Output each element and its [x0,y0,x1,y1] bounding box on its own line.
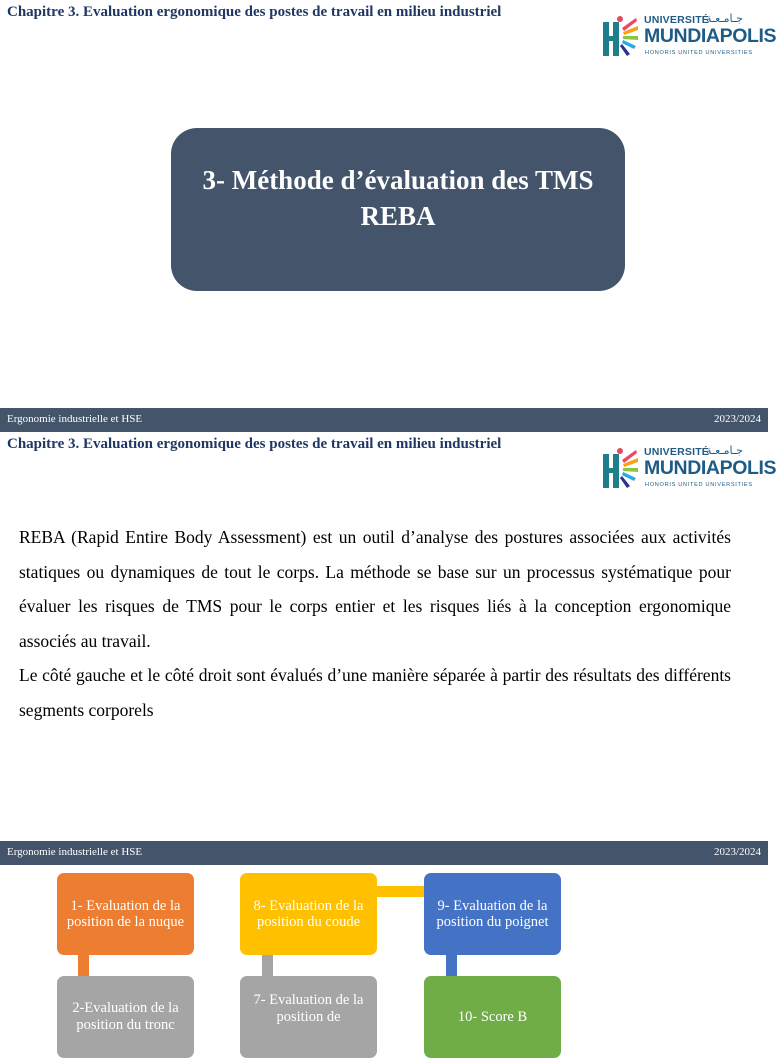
flow-step-2 [57,976,194,1058]
chapter-title: Chapitre 3. Evaluation ergonomique des postes de travail en milieu industriel [7,4,502,20]
flow-step-8 [240,873,377,955]
logo-university-label: UNIVERSITÉ [644,14,710,26]
logo-brand-name: MUNDIAPOLIS [644,25,776,47]
footer-year: 2023/2024 [713,413,761,425]
flow-step-10 [424,976,561,1058]
flow-step-10-label: 10- Score B [457,1009,528,1025]
logo-emblem-icon [600,446,640,490]
flow-step-8-label: 8- Evaluation de la position du coude [253,897,364,930]
section-title-line2: REBA [360,201,436,231]
connector-step8-step7 [262,954,273,976]
slide-flowchart [0,865,768,1033]
logo-tagline: HONORIS UNITED UNIVERSITIES [645,482,753,488]
reba-paragraph-2: Le côté gauche et le côté droit sont évalués d’une manière séparée à partir des résultats des différents segments corporels [19,665,731,720]
footer-bar [0,841,768,865]
footer-bar [0,408,768,432]
slide-title [0,0,776,432]
connector-step8-step9 [377,886,424,897]
reba-description [19,520,731,727]
reba-paragraph-1: REBA (Rapid Entire Body Assessment) est un outil d’analyse des postures associées aux activités statiques ou dynamiques de tout le corps. La méthode se base sur un processus systématique pour évaluer les risques de TMS pour le corps entier et les risques liés à la conception ergonomique associés au travail. [19,527,731,651]
university-logo [600,12,776,58]
flow-step-7-label: 7- Evaluation de la position de [253,992,364,1025]
flow-step-9 [424,873,561,955]
logo-arabic-label: جـامـعـة [706,12,743,25]
section-title-line1: 3- Méthode d’évaluation des TMS [202,165,594,195]
connector-step1-step2 [78,954,89,976]
logo-tagline: HONORIS UNITED UNIVERSITIES [645,50,753,56]
logo-university-label: UNIVERSITÉ [644,446,710,458]
logo-arabic-label: جـامـعـة [706,444,743,457]
flow-step-1 [57,873,194,955]
chapter-title: Chapitre 3. Evaluation ergonomique des postes de travail en milieu industriel [7,436,502,452]
logo-brand-name: MUNDIAPOLIS [644,457,776,479]
slide-definition [0,432,776,865]
logo-emblem-icon [600,14,640,58]
flow-step-7 [240,976,377,1058]
university-logo [600,444,776,490]
footer-course: Ergonomie industrielle et HSE [7,413,143,425]
section-title-box [171,128,625,291]
connector-step9-step10 [446,954,457,976]
footer-year: 2023/2024 [713,846,761,858]
flow-step-2-label: 2-Evaluation de la position du tronc [72,1000,179,1033]
footer-course: Ergonomie industrielle et HSE [7,846,143,858]
flow-step-1-label: 1- Evaluation de la position de la nuque [66,897,185,930]
flow-step-9-label: 9- Evaluation de la position du poignet [436,897,549,930]
